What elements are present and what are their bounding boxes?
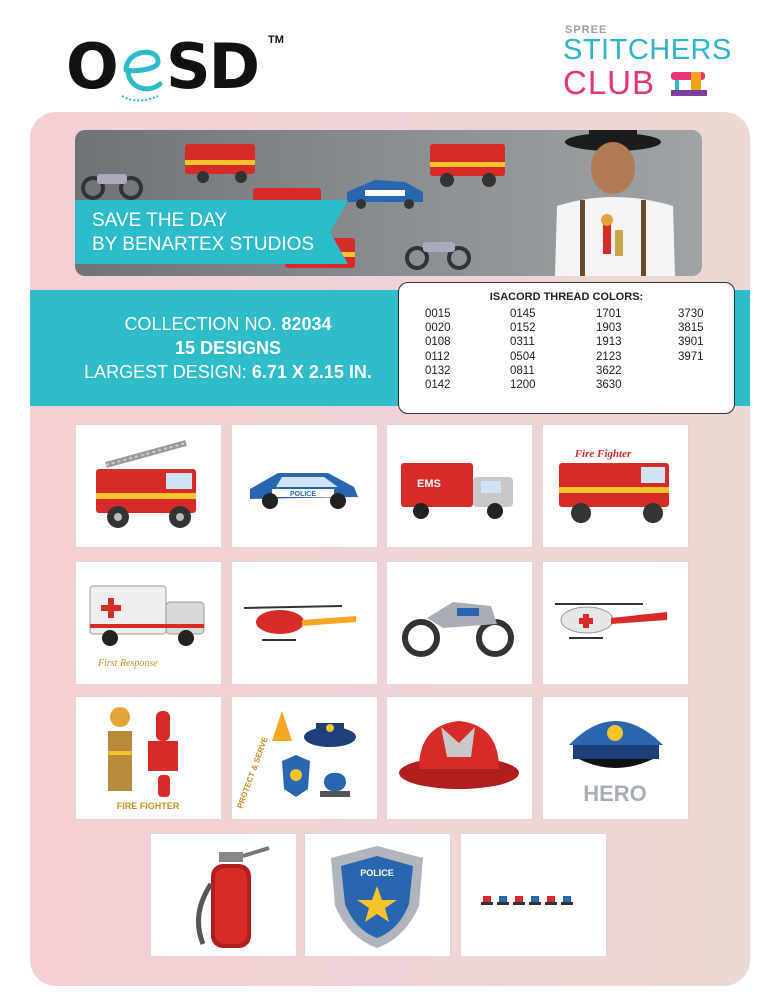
collection-number-line — [30, 314, 426, 335]
boy-photo — [555, 130, 675, 276]
design-tile-fire-helmet[interactable] — [386, 696, 533, 820]
design-tile-police-motorcycle[interactable] — [386, 561, 533, 685]
logo-letter-o: O — [66, 30, 117, 103]
largest-design-label: LARGEST DESIGN: — [84, 362, 247, 382]
ems-ambulance-icon — [387, 425, 532, 547]
design-tile-police-badge[interactable] — [304, 833, 451, 957]
police-car-label: POLICE — [289, 491, 317, 498]
siren-lights-icon — [461, 834, 606, 956]
collection-number: 82034 — [281, 314, 332, 334]
ribbon-tail — [330, 200, 348, 264]
first-response-label: First Response — [98, 658, 158, 669]
collection-byline: BY BENARTEX STUDIOS — [92, 234, 315, 255]
helicopter-icon — [543, 562, 688, 684]
design-tile-ladder-truck[interactable] — [75, 424, 222, 548]
largest-design-line — [30, 362, 426, 383]
club-spree: SPREE — [565, 24, 608, 36]
motorcycle-icon — [387, 562, 532, 684]
first-response-ambulance-icon — [76, 562, 221, 684]
thread-colors-title: ISACORD THREAD COLORS: — [489, 291, 644, 303]
oesd-logo — [66, 30, 284, 103]
logo-letters-sd: SD — [166, 30, 259, 103]
fire-extinguisher-icon — [151, 834, 296, 956]
fire-helmet-icon — [387, 697, 532, 819]
helicopter-icon — [232, 562, 377, 684]
fire-fighter-truck-label: Fire Fighter — [574, 448, 632, 460]
design-tile-police-car[interactable] — [231, 424, 378, 548]
fire-truck-icon — [185, 144, 255, 183]
police-cap-icon — [543, 697, 688, 819]
fire-truck-icon — [430, 144, 505, 187]
design-tile-ems-ambulance[interactable] — [386, 424, 533, 548]
collection-number-label: COLLECTION NO. — [124, 314, 277, 334]
police-car-icon — [347, 180, 423, 209]
fire-fighter-truck-icon — [543, 425, 688, 547]
logo-trademark: TM — [268, 34, 284, 46]
club-stitchers: STITCHERS — [563, 34, 732, 66]
thread-color-column: 0145 0152 0311 0504 0811 1200 — [510, 308, 536, 392]
thread-colors-box — [398, 282, 735, 414]
design-count: 15 DESIGNS — [174, 338, 282, 358]
police-badge-icon — [305, 834, 450, 956]
design-tile-fire-fighter-gear[interactable] — [75, 696, 222, 820]
thread-color-column: 3730 3815 3901 3971 — [678, 308, 704, 363]
design-tile-first-response[interactable] — [75, 561, 222, 685]
design-tile-fire-fighter-truck[interactable] — [542, 424, 689, 548]
design-tile-protect-serve[interactable] — [231, 696, 378, 820]
badge-police-label: POLICE — [360, 868, 394, 878]
hero-label: HERO — [583, 781, 647, 806]
fire-fighter-caps-label: FIRE FIGHTER — [116, 801, 180, 811]
club-club: CLUB — [563, 64, 656, 101]
police-car-icon — [232, 425, 377, 547]
logo-thread-e-icon — [118, 36, 164, 106]
design-tile-hero-cap[interactable] — [542, 696, 689, 820]
design-tile-siren-lights[interactable] — [460, 833, 607, 957]
fire-fighter-gear-icon — [76, 697, 221, 819]
thread-color-column: 1701 1903 1913 2123 3622 3630 — [596, 308, 622, 392]
police-gear-icon — [232, 697, 377, 819]
design-tile-medical-helicopter[interactable] — [542, 561, 689, 685]
sewing-machine-icon — [669, 68, 709, 98]
motorcycle-icon — [83, 174, 141, 198]
largest-design-value: 6.71 X 2.15 IN. — [251, 362, 372, 382]
collection-title: SAVE THE DAY — [92, 210, 228, 231]
motorcycle-icon — [407, 242, 469, 268]
thread-color-column: 0015 0020 0108 0112 0132 0142 — [425, 308, 451, 392]
design-tile-fire-extinguisher[interactable] — [150, 833, 297, 957]
ems-label: EMS — [417, 478, 441, 490]
spree-stitchers-club-logo — [563, 24, 732, 104]
protect-serve-label: PROTECT & SERVE — [235, 735, 270, 810]
design-tile-rescue-helicopter[interactable] — [231, 561, 378, 685]
banner-ribbon — [75, 200, 345, 264]
ladder-fire-truck-icon — [76, 425, 221, 547]
